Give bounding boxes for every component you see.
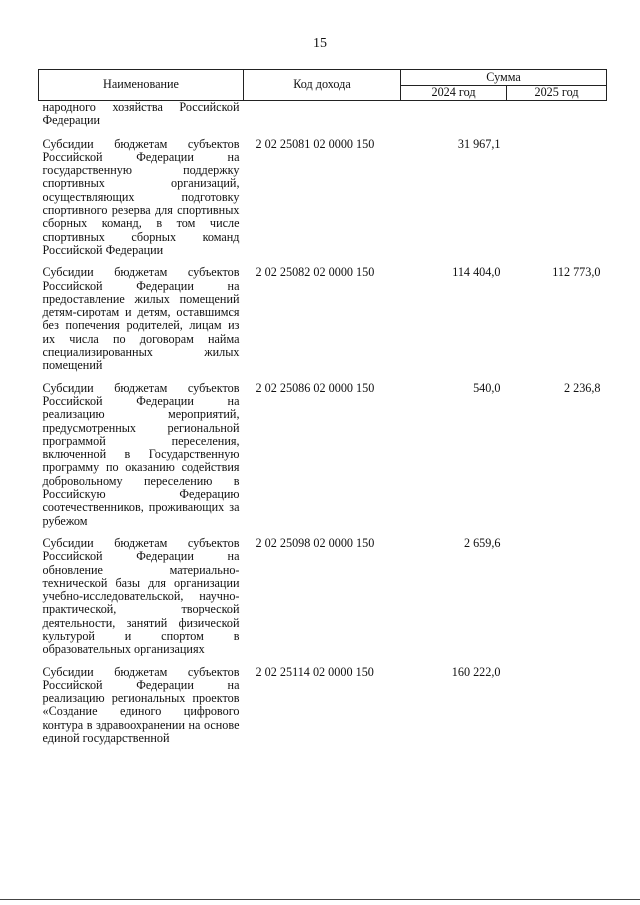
row-value-2025 — [507, 666, 607, 755]
row-value-2025 — [507, 138, 607, 267]
row-name: Субсидии бюджетам субъектов Российской Федерации на государственную поддержку спортивных организаций, осуществляющих подготовку спортивного резерва для спортивных сборных команд, в том числе спортивных сборных команд Российской Федерации — [42, 136, 240, 257]
row-code: 2 02 25081 02 0000 150 — [255, 136, 375, 151]
table-row — [39, 138, 607, 267]
continuation-text: народного хозяйства Российской Федерации — [42, 100, 240, 128]
bottom-rule — [0, 899, 640, 900]
row-code: 2 02 25098 02 0000 150 — [255, 535, 375, 550]
row-name: Субсидии бюджетам субъектов Российской Федерации на реализацию мероприятий, предусмотренных региональной программой переселения, включенной в Государственную программу по оказанию содействия добровольному переселению в Российскую Федерацию соотечественников, проживающих за рубежом — [42, 380, 240, 528]
row-value-2024: 540,0 — [473, 380, 501, 395]
header-name: Наименование — [39, 70, 244, 101]
row-name: Субсидии бюджетам субъектов Российской Федерации на предоставление жилых помещений детям-сиротам и детям, оставшимся без попечения родителей, лицам из их числа по договорам найма специализированных жилых помещений — [42, 265, 240, 373]
row-name: Субсидии бюджетам субъектов Российской Федерации на реализацию региональных проектов «Создание единого цифрового контура в здравоохранении на основе единой государственной — [42, 664, 240, 746]
table-row — [39, 266, 607, 381]
row-value-2024: 114 404,0 — [452, 265, 501, 280]
header-sum: Сумма — [401, 70, 607, 86]
table-row — [39, 537, 607, 666]
row-code: 2 02 25114 02 0000 150 — [255, 664, 374, 679]
budget-table — [38, 69, 607, 754]
header-year-2024: 2024 год — [401, 85, 507, 101]
row-value-2024: 31 967,1 — [457, 136, 501, 151]
table-row — [39, 666, 607, 755]
table-header — [39, 70, 607, 101]
page-number: 15 — [313, 36, 327, 51]
table-body — [39, 101, 607, 755]
row-value-2024: 2 659,6 — [463, 535, 501, 550]
header-code: Код дохода — [244, 70, 401, 101]
row-code: 2 02 25086 02 0000 150 — [255, 380, 375, 395]
row-code: 2 02 25082 02 0000 150 — [255, 265, 375, 280]
row-value-2024: 160 222,0 — [451, 664, 501, 679]
row-value-2025 — [507, 537, 607, 666]
table-row-continuation — [39, 101, 607, 138]
row-value-2025: 2 236,8 — [563, 380, 601, 395]
table-row — [39, 382, 607, 537]
header-year-2025: 2025 год — [507, 85, 607, 101]
row-value-2025: 112 773,0 — [552, 265, 601, 280]
row-name: Субсидии бюджетам субъектов Российской Федерации на обновление материально-технической базы для организации учебно-исследовательской, научно-практической, творческой деятельности, занятий физической культурой и спортом в образовательных организациях — [42, 535, 240, 657]
